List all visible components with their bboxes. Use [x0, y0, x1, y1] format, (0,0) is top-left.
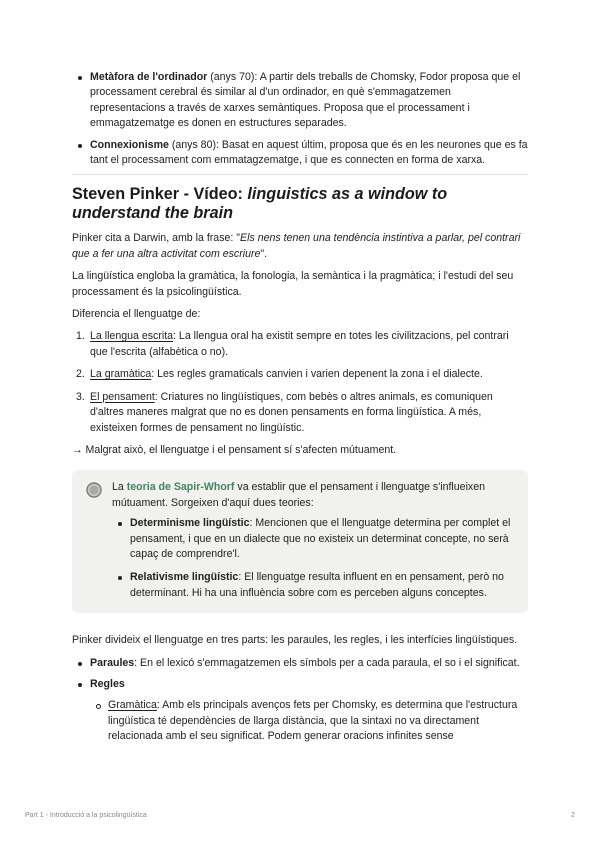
callout-box: [72, 470, 528, 613]
footer-title: Part 1 - Introducció a la psicolingüística: [25, 812, 147, 819]
divider: [72, 174, 528, 175]
bottom-bullet-list: [72, 656, 528, 745]
numbered-item: 1. La llengua escrita: La llengua oral ha existit sempre en totes les civilitzacions, pel contrari que l'escrita (alfabètica o no).: [76, 330, 509, 358]
list-item: Determinisme lingüístic: Mencionen que el llenguatge determina per complet el pensament, i que en un dialecte que no existeix un determinat concepte, no serà capaç de comprendre'l.: [112, 516, 514, 562]
term-label: Connexionisme: [90, 138, 169, 151]
numbered-list: [72, 329, 528, 435]
circle-icon: [86, 482, 102, 498]
arrow-conclusion: → Malgrat això, el llenguatge i el pensament sí s'afecten mútuament.: [72, 443, 397, 456]
callout-body: [112, 480, 514, 601]
term-label: Relativisme lingüístic: [130, 571, 239, 584]
numbered-item: 2. La gramàtica: Les regles gramaticals canvien i varien depenent la zona i el dialecte.: [76, 368, 483, 381]
section-heading: Steven Pinker - Vídeo: linguistics as a window to understand the brain: [72, 185, 448, 223]
darwin-paragraph: Pinker cita a Darwin, amb la frase: "Els nens tenen una tendència instintiva a parlar, pel contrari que a fer una altra activitat com escriure".: [72, 232, 521, 260]
page-content: [72, 70, 528, 751]
list-item: Connexionisme (anys 80): Basat en aquest últim, proposa que és en les neurones que es fa tant el processament com emmatagzematge, i que es connecten en forma de xarxa.: [72, 138, 528, 169]
term-label: Metàfora de l'ordinador: [90, 71, 208, 83]
term-label: El pensament: [90, 390, 155, 403]
top-bullet-list: [72, 70, 528, 168]
list-item: Metàfora de l'ordinador (anys 70): A partir dels treballs de Chomsky, Fodor proposa que el processament cerebral és similar al d'un ordinador, en què s'emmagatzemen representacions a través de xarxes semàntiques. Proposa que el processament i emmagatzematge es donen en estructures separades.: [72, 70, 528, 132]
numbered-item: 3. El pensament: Criatures no lingüístiques, com bebès o altres animals, es comuniquen d'altres maneres malgrat que no es donen pensaments en forma lingüística. A més, existeixen formes de pensament no lingüístic.: [76, 390, 493, 434]
pinker-divides-paragraph: Pinker divideix el llenguatge en tres parts: les paraules, les regles, i les interfícies lingüístiques.: [72, 634, 518, 647]
darwin-quote: Els nens tenen una tendència instintiva a parlar, pel contrari que a fer una altra activitat com escriure: [72, 232, 521, 260]
difference-intro: Diferencia el llenguatge de:: [72, 308, 201, 321]
sub-list: [90, 698, 528, 744]
term-label: La gramàtica: [90, 368, 152, 381]
page-number: 2: [571, 812, 575, 819]
list-item: Relativisme lingüístic: El llenguatge resulta influent en en pensament, però no determinant. Hi ha una influència sobre com es perceben alguns conceptes.: [112, 570, 514, 601]
term-label: Determinisme lingüístic: [130, 517, 250, 530]
page-footer: [25, 812, 575, 819]
term-label: Gramàtica: [108, 699, 157, 712]
term-label: La llengua escrita: [90, 330, 174, 343]
callout-intro: La teoria de Sapir-Whorf va establir que el pensament i llenguatge s'influeixen mútuament. Sorgeixen d'aquí dues teories:: [112, 481, 485, 509]
term-label: Paraules: [90, 656, 135, 669]
term-label: Regles: [90, 677, 125, 690]
linguistics-paragraph: La lingüística engloba la gramàtica, la fonologia, la semàntica i la pragmàtica; i l'estudi del seu processament és la psicolingüística.: [72, 270, 514, 298]
list-item: [72, 677, 528, 745]
list-item: Paraules: En el lexicó s'emmagatzemen els símbols per a cada paraula, el so i el significat.: [72, 656, 528, 671]
sapir-whorf-link[interactable]: teoria de Sapir-Whorf: [126, 481, 235, 494]
callout-list: [112, 516, 514, 601]
list-item: Gramàtica: Amb els principals avenços fets per Chomsky, es determina que l'estructura lingüística té dependències de llarga distància, que la sintaxi no va directament relacionada amb el seu significat. Podem generar oracions infinites sense: [90, 698, 528, 744]
